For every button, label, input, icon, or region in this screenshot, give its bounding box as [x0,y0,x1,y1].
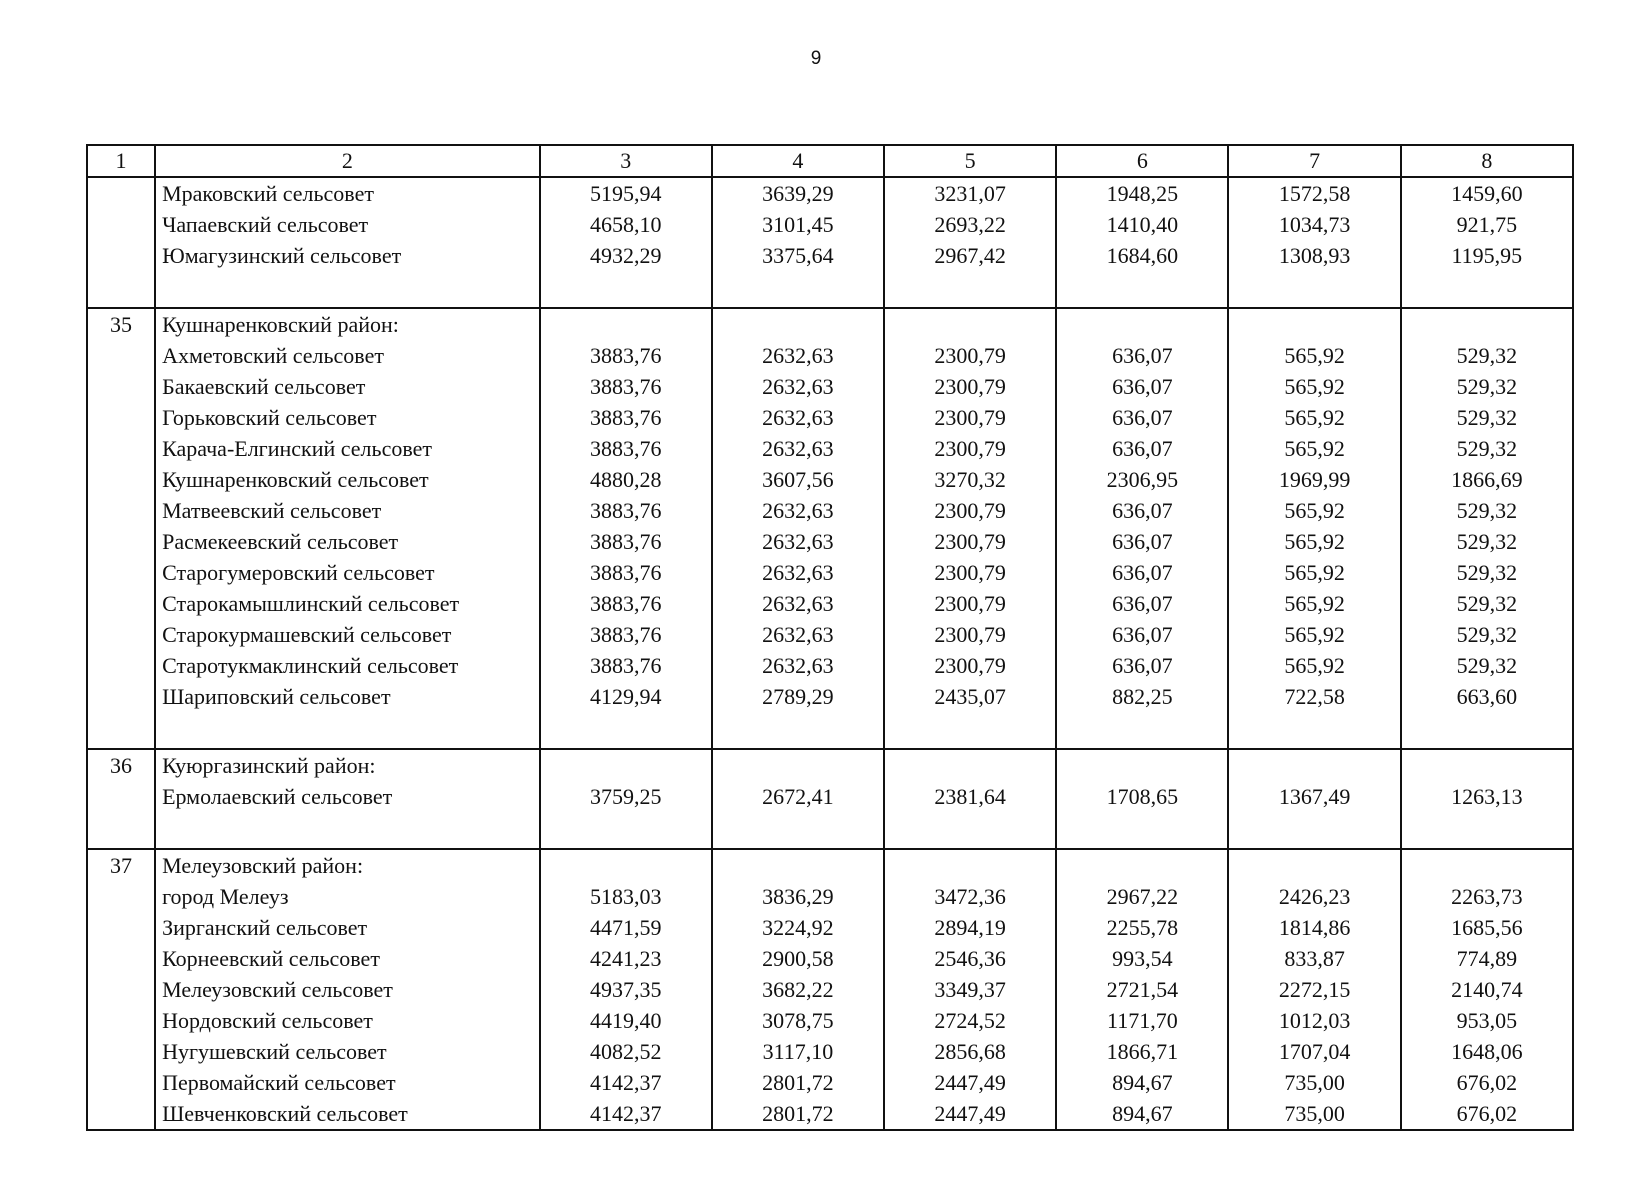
settlement-name: Мелеузовский сельсовет [155,974,540,1005]
value-cell: 529,32 [1401,526,1573,557]
value-cell: 2300,79 [884,619,1056,650]
table-row [87,912,1573,943]
value-cell: 3639,29 [712,177,884,209]
value-cell: 4932,29 [540,240,712,271]
value-cell: 636,07 [1056,526,1228,557]
value-cell: 3117,10 [712,1036,884,1067]
value-cell: 2632,63 [712,495,884,526]
value-cell [712,749,884,781]
column-header: 8 [1401,145,1573,177]
value-cell: 882,25 [1056,681,1228,712]
value-cell [1401,849,1573,881]
value-cell: 565,92 [1228,371,1400,402]
spacer-cell [540,712,712,749]
value-cell: 2789,29 [712,681,884,712]
table-row [87,619,1573,650]
group-index [87,1005,155,1036]
value-cell: 1814,86 [1228,912,1400,943]
spacer-cell [1056,712,1228,749]
value-cell: 1866,69 [1401,464,1573,495]
table-row [87,177,1573,209]
value-cell: 4937,35 [540,974,712,1005]
value-cell: 722,58 [1228,681,1400,712]
table-row [87,1067,1573,1098]
group-index: 36 [87,749,155,781]
value-cell: 2632,63 [712,402,884,433]
district-title-row [87,749,1573,781]
value-cell: 1034,73 [1228,209,1400,240]
spacer-cell [1228,812,1400,849]
spacer-cell [1401,271,1573,308]
value-cell: 4658,10 [540,209,712,240]
value-cell: 2546,36 [884,943,1056,974]
group-index [87,881,155,912]
value-cell [1401,749,1573,781]
value-cell: 2300,79 [884,495,1056,526]
spacer-cell [87,712,155,749]
table-row [87,433,1573,464]
table-row [87,340,1573,371]
settlement-name: Мраковский сельсовет [155,177,540,209]
settlement-name: город Мелеуз [155,881,540,912]
table-row [87,681,1573,712]
group-index [87,557,155,588]
table-row [87,240,1573,271]
value-cell: 636,07 [1056,557,1228,588]
value-cell: 2632,63 [712,433,884,464]
value-cell: 3101,45 [712,209,884,240]
value-cell: 2672,41 [712,781,884,812]
group-index [87,681,155,712]
value-cell: 894,67 [1056,1098,1228,1130]
value-cell: 2300,79 [884,371,1056,402]
value-cell: 663,60 [1401,681,1573,712]
value-cell: 2632,63 [712,526,884,557]
column-header: 6 [1056,145,1228,177]
value-cell [540,849,712,881]
column-header: 5 [884,145,1056,177]
settlement-name: Корнеевский сельсовет [155,943,540,974]
district-title: Мелеузовский район: [155,849,540,881]
settlement-name: Первомайский сельсовет [155,1067,540,1098]
group-spacer [87,812,1573,849]
value-cell: 1708,65 [1056,781,1228,812]
spacer-cell [1401,712,1573,749]
group-index: 37 [87,849,155,881]
value-cell: 3270,32 [884,464,1056,495]
value-cell: 2632,63 [712,340,884,371]
value-cell: 2900,58 [712,943,884,974]
value-cell [1401,308,1573,340]
value-cell: 529,32 [1401,340,1573,371]
value-cell: 636,07 [1056,402,1228,433]
value-cell: 2140,74 [1401,974,1573,1005]
district-title: Куюргазинский район: [155,749,540,781]
value-cell [884,749,1056,781]
table-row [87,974,1573,1005]
value-cell: 774,89 [1401,943,1573,974]
value-cell: 1195,95 [1401,240,1573,271]
value-cell: 1308,93 [1228,240,1400,271]
value-cell: 2632,63 [712,588,884,619]
value-cell: 4142,37 [540,1098,712,1130]
spacer-cell [155,712,540,749]
table-row [87,464,1573,495]
group-index [87,912,155,943]
value-cell [1056,849,1228,881]
value-cell: 953,05 [1401,1005,1573,1036]
value-cell: 2894,19 [884,912,1056,943]
settlement-name: Старотукмаклинский сельсовет [155,650,540,681]
value-cell: 636,07 [1056,371,1228,402]
spacer-cell [712,712,884,749]
value-cell: 3349,37 [884,974,1056,1005]
value-cell: 4880,28 [540,464,712,495]
settlement-name: Горьковский сельсовет [155,402,540,433]
value-cell: 2801,72 [712,1098,884,1130]
table-row [87,881,1573,912]
value-cell: 735,00 [1228,1098,1400,1130]
value-cell: 565,92 [1228,340,1400,371]
value-cell: 993,54 [1056,943,1228,974]
value-cell: 3883,76 [540,619,712,650]
spacer-cell [1228,712,1400,749]
value-cell: 3883,76 [540,495,712,526]
value-cell: 735,00 [1228,1067,1400,1098]
district-title: Кушнаренковский район: [155,308,540,340]
value-cell: 4082,52 [540,1036,712,1067]
value-cell: 676,02 [1401,1067,1573,1098]
value-cell: 2300,79 [884,526,1056,557]
value-cell: 676,02 [1401,1098,1573,1130]
value-cell: 2300,79 [884,650,1056,681]
group-index [87,464,155,495]
group-index [87,1067,155,1098]
settlement-name: Матвеевский сельсовет [155,495,540,526]
value-cell: 3759,25 [540,781,712,812]
spacer-cell [1228,271,1400,308]
value-cell [884,849,1056,881]
settlement-name: Нордовский сельсовет [155,1005,540,1036]
value-cell: 636,07 [1056,433,1228,464]
value-cell: 3836,29 [712,881,884,912]
value-cell: 3375,64 [712,240,884,271]
spacer-cell [87,271,155,308]
value-cell: 2300,79 [884,557,1056,588]
value-cell: 3682,22 [712,974,884,1005]
value-cell: 1707,04 [1228,1036,1400,1067]
value-cell: 2435,07 [884,681,1056,712]
group-index [87,943,155,974]
value-cell: 565,92 [1228,402,1400,433]
group-index [87,402,155,433]
value-cell [1228,308,1400,340]
group-index [87,371,155,402]
table-row [87,1036,1573,1067]
value-cell [1228,749,1400,781]
value-cell: 2447,49 [884,1067,1056,1098]
settlement-name: Зирганский сельсовет [155,912,540,943]
value-cell: 636,07 [1056,495,1228,526]
value-cell: 1459,60 [1401,177,1573,209]
value-cell: 4129,94 [540,681,712,712]
value-cell: 3883,76 [540,650,712,681]
value-cell: 529,32 [1401,619,1573,650]
value-cell: 4142,37 [540,1067,712,1098]
value-cell: 3883,76 [540,557,712,588]
column-header: 1 [87,145,155,177]
value-cell: 3607,56 [712,464,884,495]
spacer-cell [1401,812,1573,849]
value-cell [712,308,884,340]
value-cell: 529,32 [1401,557,1573,588]
group-index [87,974,155,1005]
value-cell: 1572,58 [1228,177,1400,209]
settlement-name: Кушнаренковский сельсовет [155,464,540,495]
value-cell: 2724,52 [884,1005,1056,1036]
value-cell: 565,92 [1228,526,1400,557]
value-cell: 2263,73 [1401,881,1573,912]
group-index: 35 [87,308,155,340]
value-cell: 565,92 [1228,650,1400,681]
value-cell: 4419,40 [540,1005,712,1036]
spacer-cell [540,812,712,849]
value-cell: 636,07 [1056,650,1228,681]
settlement-name: Карача-Елгинский сельсовет [155,433,540,464]
value-cell: 1685,56 [1401,912,1573,943]
value-cell: 4241,23 [540,943,712,974]
spacer-cell [155,812,540,849]
settlement-name: Старокамышлинский сельсовет [155,588,540,619]
group-index [87,619,155,650]
group-index [87,1098,155,1130]
value-cell: 529,32 [1401,588,1573,619]
table-body [87,177,1573,1130]
value-cell: 529,32 [1401,650,1573,681]
value-cell: 1948,25 [1056,177,1228,209]
value-cell: 833,87 [1228,943,1400,974]
value-cell [540,749,712,781]
value-cell: 2300,79 [884,588,1056,619]
value-cell: 2967,22 [1056,881,1228,912]
value-cell: 2632,63 [712,619,884,650]
value-cell: 565,92 [1228,588,1400,619]
spacer-cell [884,271,1056,308]
settlement-name: Ермолаевский сельсовет [155,781,540,812]
value-cell: 5183,03 [540,881,712,912]
value-cell: 3883,76 [540,433,712,464]
spacer-cell [540,271,712,308]
table-row [87,943,1573,974]
value-cell: 3883,76 [540,340,712,371]
group-index [87,781,155,812]
page-number: 9 [810,48,822,69]
spacer-cell [87,812,155,849]
settlement-name: Расмекеевский сельсовет [155,526,540,557]
value-cell: 1410,40 [1056,209,1228,240]
value-cell: 636,07 [1056,588,1228,619]
settlement-name: Старокурмашевский сельсовет [155,619,540,650]
value-cell: 529,32 [1401,402,1573,433]
group-index [87,209,155,240]
group-spacer [87,712,1573,749]
group-index [87,340,155,371]
value-cell: 2426,23 [1228,881,1400,912]
district-title-row [87,849,1573,881]
value-cell: 3231,07 [884,177,1056,209]
value-cell: 2255,78 [1056,912,1228,943]
value-cell: 1012,03 [1228,1005,1400,1036]
value-cell: 3883,76 [540,588,712,619]
table-row [87,402,1573,433]
value-cell: 894,67 [1056,1067,1228,1098]
value-cell: 4471,59 [540,912,712,943]
tariff-table [86,144,1574,1131]
settlement-name: Юмагузинский сельсовет [155,240,540,271]
value-cell: 1866,71 [1056,1036,1228,1067]
value-cell: 2632,63 [712,557,884,588]
value-cell: 2801,72 [712,1067,884,1098]
settlement-name: Бакаевский сельсовет [155,371,540,402]
column-header: 7 [1228,145,1400,177]
value-cell: 565,92 [1228,495,1400,526]
value-cell: 1648,06 [1401,1036,1573,1067]
value-cell: 5195,94 [540,177,712,209]
value-cell: 636,07 [1056,340,1228,371]
value-cell: 3883,76 [540,371,712,402]
value-cell: 2693,22 [884,209,1056,240]
spacer-cell [1056,271,1228,308]
spacer-cell [884,812,1056,849]
value-cell: 2632,63 [712,371,884,402]
group-index [87,588,155,619]
value-cell [1056,308,1228,340]
value-cell [1228,849,1400,881]
table-row [87,557,1573,588]
value-cell [540,308,712,340]
settlement-name: Ахметовский сельсовет [155,340,540,371]
value-cell: 1367,49 [1228,781,1400,812]
value-cell: 2306,95 [1056,464,1228,495]
value-cell: 529,32 [1401,495,1573,526]
value-cell: 2721,54 [1056,974,1228,1005]
table-row [87,526,1573,557]
value-cell: 1263,13 [1401,781,1573,812]
header-row [87,145,1573,177]
group-index [87,650,155,681]
value-cell: 1171,70 [1056,1005,1228,1036]
group-index [87,495,155,526]
value-cell: 2632,63 [712,650,884,681]
column-header: 4 [712,145,884,177]
value-cell: 3883,76 [540,526,712,557]
group-index [87,240,155,271]
table-row [87,1005,1573,1036]
settlement-name: Шевченковский сельсовет [155,1098,540,1130]
value-cell: 565,92 [1228,557,1400,588]
group-index [87,433,155,464]
value-cell: 1684,60 [1056,240,1228,271]
value-cell: 1969,99 [1228,464,1400,495]
value-cell: 3883,76 [540,402,712,433]
table-row [87,209,1573,240]
value-cell: 636,07 [1056,619,1228,650]
value-cell: 529,32 [1401,371,1573,402]
settlement-name: Чапаевский сельсовет [155,209,540,240]
group-index [87,177,155,209]
value-cell [884,308,1056,340]
spacer-cell [712,812,884,849]
value-cell: 3472,36 [884,881,1056,912]
value-cell: 2300,79 [884,433,1056,464]
settlement-name: Старогумеровский сельсовет [155,557,540,588]
value-cell: 921,75 [1401,209,1573,240]
column-header: 3 [540,145,712,177]
settlement-name: Нугушевский сельсовет [155,1036,540,1067]
value-cell: 2272,15 [1228,974,1400,1005]
district-title-row [87,308,1573,340]
value-cell: 565,92 [1228,433,1400,464]
value-cell: 2381,64 [884,781,1056,812]
spacer-cell [1056,812,1228,849]
group-index [87,1036,155,1067]
value-cell: 2447,49 [884,1098,1056,1130]
value-cell [712,849,884,881]
table-row [87,371,1573,402]
table-row [87,650,1573,681]
spacer-cell [884,712,1056,749]
table-row [87,588,1573,619]
column-header: 2 [155,145,540,177]
value-cell: 3078,75 [712,1005,884,1036]
value-cell: 2300,79 [884,340,1056,371]
settlement-name: Шариповский сельсовет [155,681,540,712]
table-row [87,495,1573,526]
value-cell: 2300,79 [884,402,1056,433]
group-index [87,526,155,557]
spacer-cell [712,271,884,308]
value-cell: 529,32 [1401,433,1573,464]
table-row [87,781,1573,812]
spacer-cell [155,271,540,308]
value-cell [1056,749,1228,781]
value-cell: 565,92 [1228,619,1400,650]
table-row [87,1098,1573,1130]
value-cell: 3224,92 [712,912,884,943]
group-spacer [87,271,1573,308]
value-cell: 2967,42 [884,240,1056,271]
value-cell: 2856,68 [884,1036,1056,1067]
